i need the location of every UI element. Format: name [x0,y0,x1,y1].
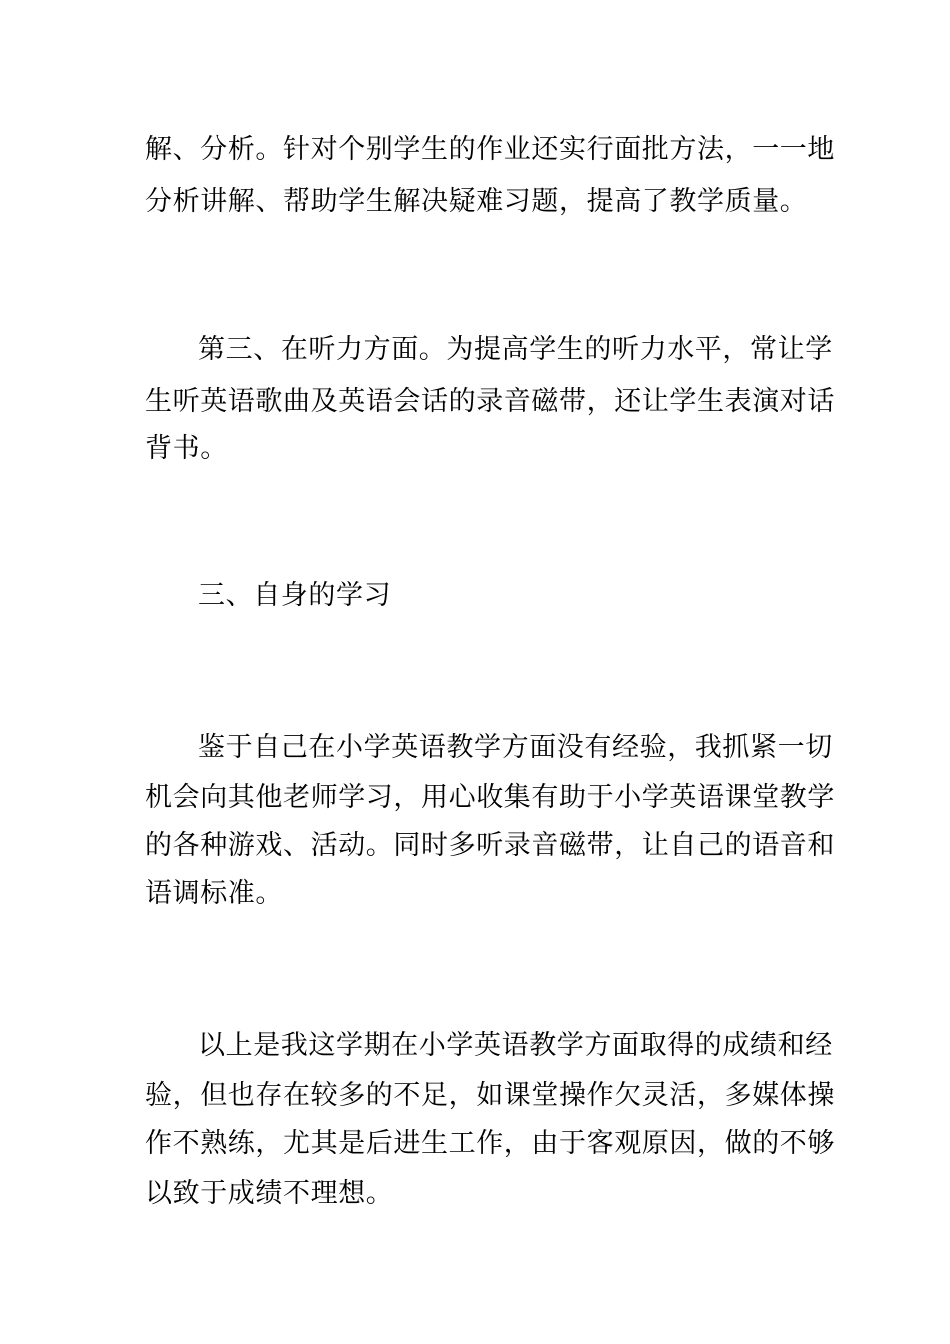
text-line: 第三、在听力方面。为提高学生的听力水平，常让学 [198,334,833,365]
text-line: 分析讲解、帮助学生解决疑难习题，提高了教学质量。 [145,186,808,217]
text-line: 解、分析。针对个别学生的作业还实行面批方法，一一地 [145,134,835,165]
text-line: 背书。 [145,433,228,464]
section-heading: 三、自身的学习 [198,580,392,611]
text-line: 语调标准。 [145,878,283,909]
text-line: 以上是我这学期在小学英语教学方面取得的成绩和经 [198,1030,833,1061]
text-line: 鉴于自己在小学英语教学方面没有经验，我抓紧一切 [198,732,833,763]
text-line: 生听英语歌曲及英语会话的录音磁带，还让学生表演对话 [145,386,835,417]
text-line: 以致于成绩不理想。 [145,1178,394,1209]
text-line: 作不熟练，尤其是后进生工作，由于客观原因，做的不够 [145,1128,835,1159]
text-line: 验，但也存在较多的不足，如课堂操作欠灵活，多媒体操 [145,1080,835,1111]
text-line: 的各种游戏、活动。同时多听录音磁带，让自己的语音和 [145,830,835,861]
text-line: 机会向其他老师学习，用心收集有助于小学英语课堂教学 [145,782,835,813]
